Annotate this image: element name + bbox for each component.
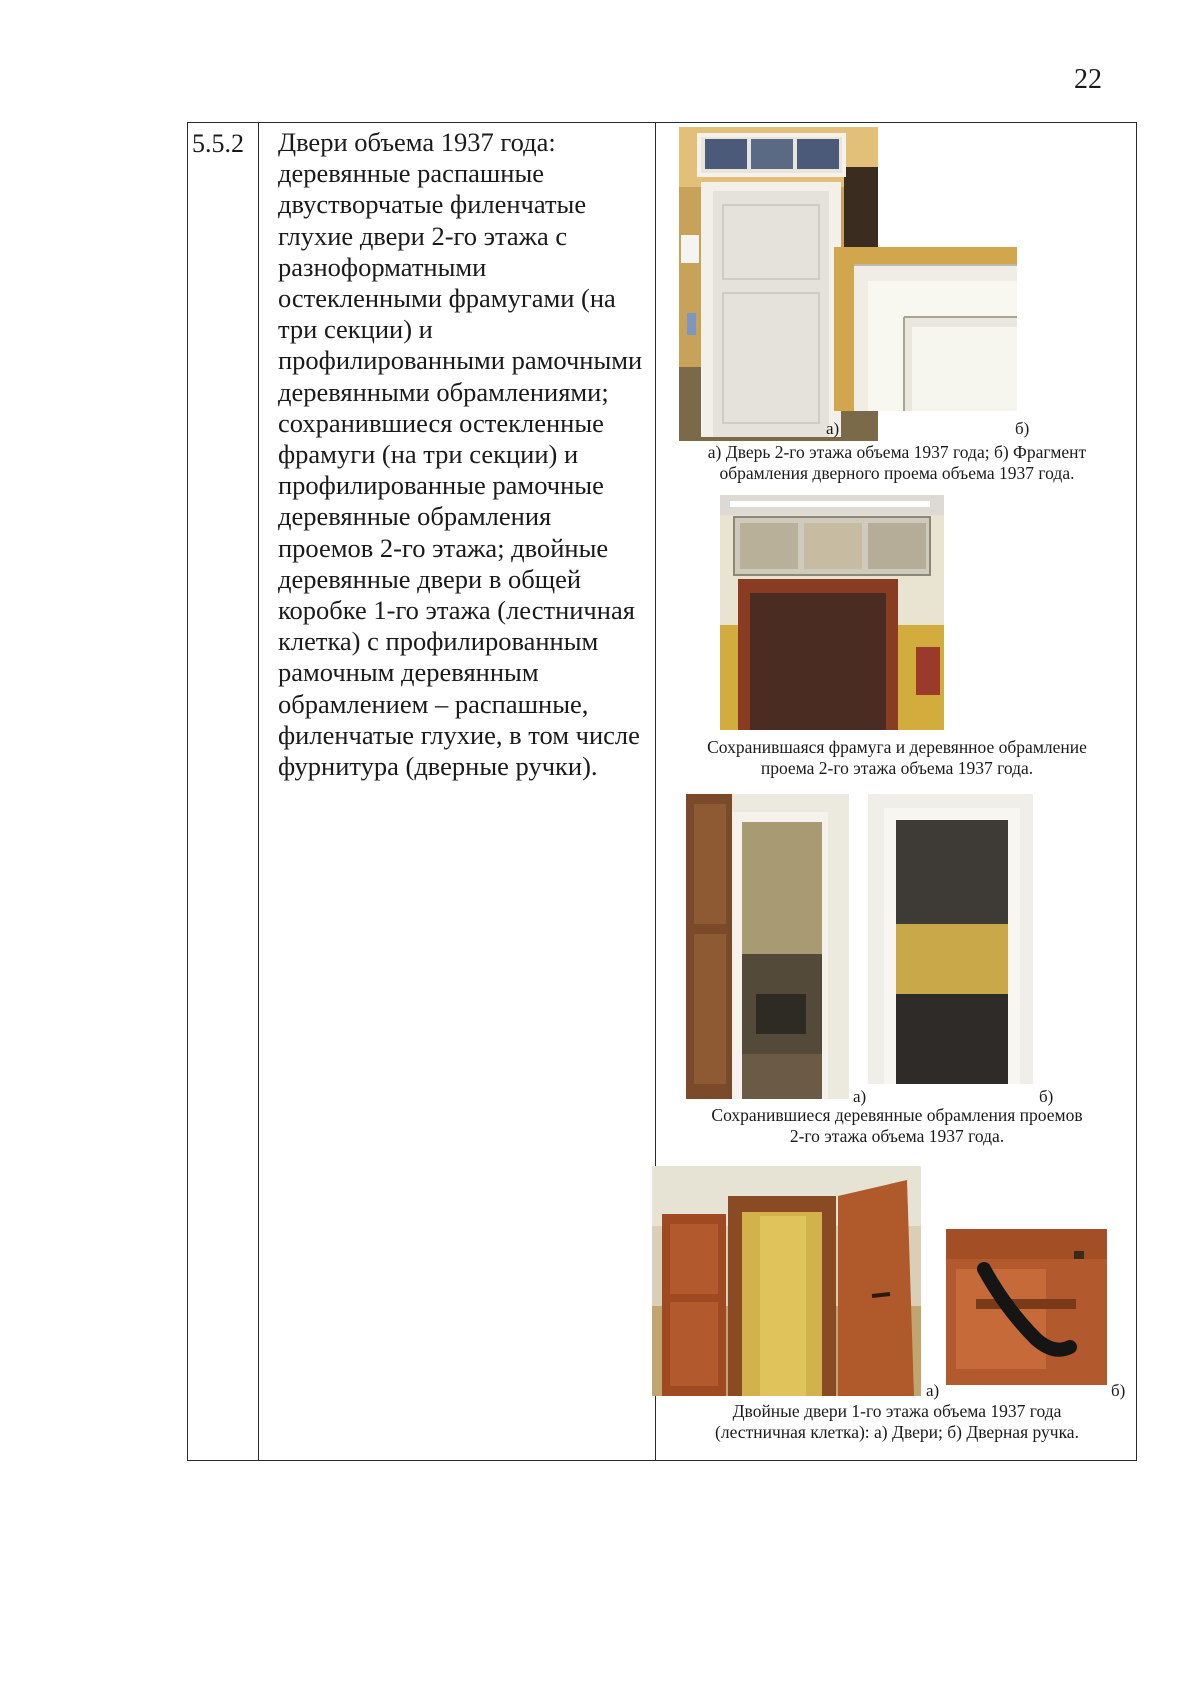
item-number: 5.5.2: [192, 129, 244, 158]
photo-transom-and-frame: [720, 495, 944, 730]
photo-frame-fragment: [834, 247, 1017, 411]
caption-line: а) Дверь 2-го этажа объема 1937 года; б) Фрагмент: [707, 442, 1087, 462]
photo-empty-doorway: [868, 794, 1033, 1084]
caption-line: Двойные двери 1-го этажа объема 1937 года: [732, 1401, 1062, 1421]
caption-line: проема 2-го этажа объема 1937 года.: [760, 758, 1034, 778]
page-number: 22: [1074, 64, 1102, 95]
caption-line: Сохранившаяся фрамуга и деревянное обрамление: [707, 737, 1087, 757]
photo-double-doors: [652, 1166, 921, 1396]
column-divider: [258, 123, 259, 1460]
figure-label-a: а): [853, 1087, 867, 1106]
item-description: Двери объема 1937 года: деревянные распашные двустворчатые филенчатые глухие двери 2-го этажа с разноформатными остекленными фрамугами (на три секции) и профилированными рамочными деревянными обрамлениями; сохранившиеся остекленные фрамуги (на три секции) и профилированные рамочные деревянные обрамления проемов 2-го этажа; двойные деревянные двери в общей коробке 1-го этажа (лестничная клетка) с профилированным рамочным деревянным обрамлением – распашные, филенчатые глухие, в том числе фурнитура (дверные ручки).: [278, 127, 643, 782]
figure-label-a: а): [926, 1381, 940, 1400]
figure-label-b: б): [1015, 419, 1030, 438]
photo-door-handle: [946, 1229, 1107, 1385]
figure-caption: [656, 1105, 1138, 1147]
heritage-item-table: [187, 122, 1137, 1461]
photo-open-doorway: [686, 794, 849, 1099]
figure-caption: [656, 1401, 1138, 1443]
caption-line: (лестничная клетка): а) Двери; б) Дверная ручка.: [715, 1422, 1079, 1442]
figure-label-b: б): [1111, 1381, 1126, 1400]
caption-line: 2-го этажа объема 1937 года.: [789, 1126, 1005, 1146]
figure-label-a: а): [826, 419, 840, 438]
caption-line: Сохранившиеся деревянные обрамления проемов: [711, 1105, 1083, 1125]
figure-label-b: б): [1039, 1087, 1054, 1106]
caption-line: обрамления дверного проема объема 1937 года.: [719, 463, 1075, 483]
figure-caption: [656, 442, 1138, 484]
figure-caption: [656, 737, 1138, 779]
